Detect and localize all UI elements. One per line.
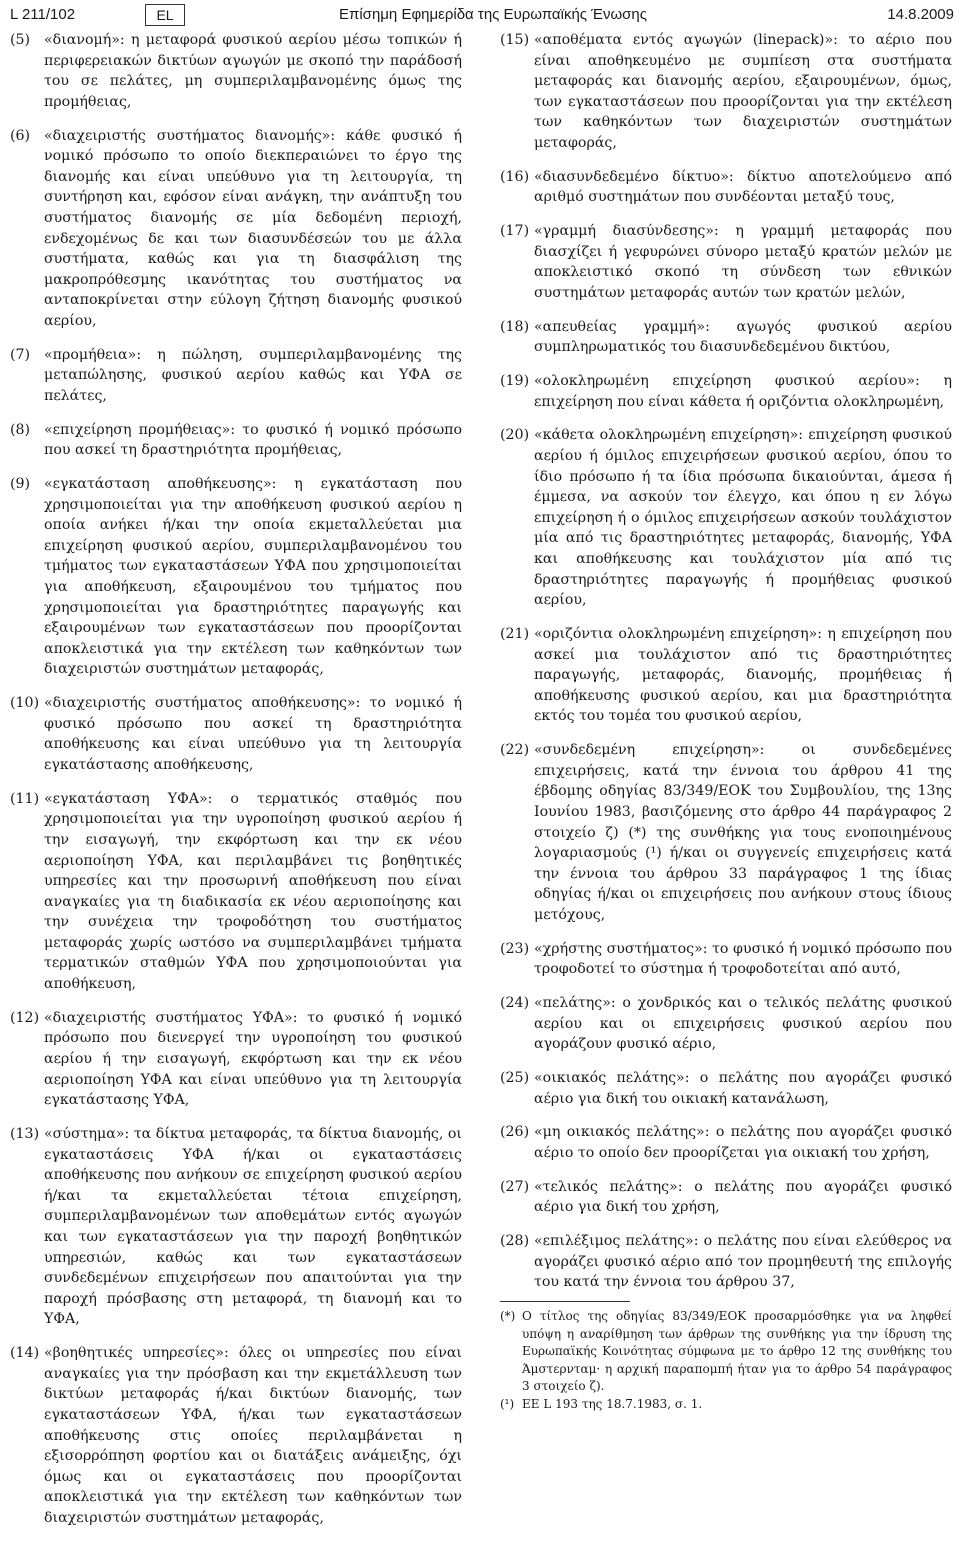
definition-number: (22) <box>500 742 530 759</box>
footnote-text: Ο τίτλος της οδηγίας 83/349/ΕΟΚ προσαρμόσθηκε για να ληφθεί υπόψη η αναρίθμηση των άρθρων της συνθήκης για την ίδρυση της Ευρωπαϊκής Κοινότητας σύμφωνα με το άρθρο 12 της συνθήκης του Άμστερνταμ· η αρχική παραπομπή ήταν για το άρθρο 54 παράγραφος 3 στοιχείο ζ). <box>522 1309 952 1393</box>
definition-text: «διαχειριστής συστήματος ΥΦΑ»: το φυσικό ή νομικό πρόσωπο που διενεργεί την υγροποίηση του φυσικού αερίου ή την εισαγωγή, εκφόρτωση και την εκ νέου αεριοποίηση ΥΦΑ και είναι υπεύθυνο για τη λειτουργία εγκατάστασης ΥΦΑ, <box>44 1009 462 1109</box>
left-column <box>10 30 462 1542</box>
definition-item <box>10 789 462 995</box>
definition-text: «διασυνδεδεμένο δίκτυο»: δίκτυο αποτελούμενο από αριθμό συστημάτων που συνδέονται μεταξύ τους, <box>534 168 952 206</box>
definition-item <box>500 1177 952 1218</box>
definition-number: (10) <box>10 695 40 712</box>
definition-item <box>10 30 462 112</box>
definition-item <box>500 1122 952 1163</box>
definition-item <box>500 939 952 980</box>
definition-text: «επιχείρηση προμήθειας»: το φυσικό ή νομικό πρόσωπο που ασκεί τη δραστηριότητα προμήθειας, <box>44 421 462 459</box>
definition-item <box>500 740 952 925</box>
definition-number: (18) <box>500 318 530 335</box>
definition-text: «χρήστης συστήματος»: το φυσικό ή νομικό πρόσωπο που τροφοδοτεί το σύστημα ή τροφοδοτείται από αυτό, <box>534 940 952 978</box>
definition-text: «ολοκληρωμένη επιχείρηση φυσικού αερίου»: η επιχείρηση που είναι κάθετα ή οριζόντια ολοκληρωμένη, <box>534 373 952 410</box>
footnote <box>500 1308 952 1396</box>
definition-number: (7) <box>10 346 31 363</box>
footnote-text: ΕΕ L 193 της 18.7.1983, σ. 1. <box>522 1396 703 1411</box>
definition-text: «εγκατάσταση ΥΦΑ»: ο τερματικός σταθμός που χρησιμοποιείται για την υγροποίηση φυσικού αερίου ή την εισαγωγή, την εκφόρτωση και την εκ νέου αεριοποίηση ΥΦΑ, και περιλαμβάνει τις βοηθητικές υπηρεσίες και την προσωρινή αποθήκευση που είναι αναγκαίες για τη διαδικασία εκ νέου αεριοποίησης και την συνέχεια την τροφοδότηση του συστήματος μεταφοράς χωρίς ωστόσο να συμπεριλαμβάνει τμήματα τερματικών σταθμών ΥΦΑ που χρησιμοποιούνται για αποθήκευση, <box>44 790 462 993</box>
definition-text: «οριζόντια ολοκληρωμένη επιχείρηση»: η επιχείρηση που ασκεί μια τουλάχιστον από τις δραστηριότητες παραγωγής, μεταφοράς, διανομής, προμήθειας ή αποθήκευσης φυσικού αερίου, και μια δραστηριότητα εκτός του τομέα του φυσικού αερίου, <box>534 625 952 725</box>
definition-item <box>500 30 952 154</box>
footnotes <box>500 1301 952 1413</box>
definition-number: (23) <box>500 940 530 957</box>
definition-number: (16) <box>500 168 530 185</box>
definition-item <box>500 371 952 412</box>
definition-number: (8) <box>10 421 31 438</box>
definition-number: (25) <box>500 1070 530 1086</box>
definition-number: (14) <box>10 1345 40 1362</box>
definition-item <box>500 1068 952 1109</box>
page-header <box>10 4 954 26</box>
definition-text: «επιλέξιμος πελάτης»: ο πελάτης που είναι ελεύθερος να αγοράζει φυσικό αέριο από τον προμηθευτή της επιλογής του κατά την έννοια του άρθρου 37, <box>534 1233 952 1291</box>
definition-text: «σύστημα»: τα δίκτυα μεταφοράς, τα δίκτυα διανομής, οι εγκαταστάσεις ΥΦΑ ή/και οι εγκαταστάσεις αποθήκευσης που ανήκουν σε επιχείρηση φυσικού αερίου ή/και τα εκμεταλλεύεται τέτοια επιχείρηση, συμπεριλαμβανομένων των αποθεμάτων εντός αγωγών και των εγκαταστάσεων για την παροχή βοηθητικών υπηρεσιών, καθώς και των εγκαταστάσεων συνδεδεμένων επιχειρήσεων που απαιτούνται για την παροχή πρόσβασης στη μεταφορά, τη διανομή και το ΥΦΑ, <box>44 1126 462 1328</box>
definition-number: (6) <box>10 127 31 144</box>
definition-item <box>10 420 462 461</box>
footnote-mark: (¹) <box>500 1396 515 1411</box>
definition-item <box>10 345 462 407</box>
definition-item <box>10 126 462 332</box>
definition-item <box>500 993 952 1055</box>
definition-number: (11) <box>10 790 40 807</box>
definition-number: (9) <box>10 476 31 493</box>
definition-number: (5) <box>10 32 31 48</box>
definition-text: «πελάτης»: ο χονδρικός και ο τελικός πελάτης φυσικού αερίου και οι επιχειρήσεις φυσικού αερίου που αγοράζουν φυσικό αέριο, <box>534 995 952 1053</box>
definition-text: «κάθετα ολοκληρωμένη επιχείρηση»: επιχείρηση φυσικού αερίου ή όμιλος επιχειρήσεων φυσικού αερίου, όπου το ίδιο πρόσωπο ή τα ίδια πρόσωπα δικαιούνται, άμεσα ή έμμεσα, να ασκούν τον έλεγχο, και όπου η εν λόγω επιχείρηση ή ο όμιλος επιχειρήσεων ασκούν τουλάχιστον μία από τις δραστηριότητες μεταφοράς, διανομής, ΥΦΑ και αποθήκευσης και τουλάχιστον μία από τις δραστηριότητες παραγωγής ή προμήθειας φυσικού αερίου, <box>534 427 952 609</box>
footnote-divider <box>500 1301 630 1302</box>
definition-number: (26) <box>500 1124 530 1141</box>
definition-text: «προμήθεια»: η πώληση, συμπεριλαμβανομένης της μεταπώλησης, φυσικού αερίου καθώς και ΥΦΑ σε πελάτες, <box>44 346 462 404</box>
definition-item <box>500 221 952 303</box>
definition-number: (13) <box>10 1126 40 1142</box>
definition-text: «διαχειριστής συστήματος διανομής»: κάθε φυσικό ή νομικό πρόσωπο το οποίο διεκπεραιώνει το έργο της διανομής και είναι υπεύθυνο για τη λειτουργία, τη συντήρηση και, εφόσον είναι ανάγκη, την ανάπτυξη του συστήματος διανομής σε μία δεδομένη περιοχή, ενδεχομένως δε και των διασυνδέσεών του με άλλα συστήματα, καθώς και για τη διασφάλιση της μακροπρόθεσμης ικανότητας του συστήματος να ανταποκρίνεται στην εύλογη ζήτηση διανομής φυσικού αερίου, <box>44 127 462 329</box>
definition-number: (19) <box>500 373 530 390</box>
definition-item <box>10 1124 462 1330</box>
definition-number: (21) <box>500 625 530 642</box>
definition-text: «μη οικιακός πελάτης»: ο πελάτης που αγοράζει φυσικό αέριο το οποίο δεν προορίζεται για οικιακή του χρήση, <box>534 1124 952 1161</box>
definition-item <box>500 1231 952 1293</box>
journal-title: Επίσημη Εφημερίδα της Ευρωπαϊκής Ένωσης <box>339 6 647 23</box>
definition-text: «διαχειριστής συστήματος αποθήκευσης»: το νομικό ή φυσικό πρόσωπο που ασκεί τη δραστηριότητα αποθήκευσης και είναι υπεύθυνο για τη λειτουργία εγκατάστασης αποθήκευσης, <box>44 695 462 773</box>
definition-item <box>500 317 952 358</box>
definition-number: (28) <box>500 1233 530 1250</box>
publication-date: 14.8.2009 <box>887 6 954 23</box>
definition-text: «απευθείας γραμμή»: αγωγός φυσικού αερίου συμπληρωματικός του διασυνδεδεμένου δικτύου, <box>534 318 952 356</box>
definition-item <box>10 1008 462 1111</box>
right-column <box>500 30 952 1306</box>
definition-number: (24) <box>500 995 530 1012</box>
definition-text: «οικιακός πελάτης»: ο πελάτης που αγοράζει φυσικό αέριο για δική του οικιακή κατανάλωση, <box>534 1070 952 1107</box>
definition-item <box>500 167 952 208</box>
page-reference: L 211/102 <box>10 6 76 23</box>
definition-text: «βοηθητικές υπηρεσίες»: όλες οι υπηρεσίες που είναι αναγκαίες για την πρόσβαση και την εκμετάλλευση των δικτύων μεταφοράς ή/και δικτύων διανομής, των εγκαταστάσεων ΥΦΑ, ή/και των εγκαταστάσεων αποθήκευσης στις οποίες περιλαμβάνεται η εξισορρόπηση φορτίου και οι διατάξεις ανάμειξης, όχι όμως και οι εγκαταστάσεις που προορίζονται αποκλειστικά για την εκτέλεση των καθηκόντων των διαχειριστών συστημάτων μεταφοράς, <box>44 1345 462 1526</box>
definition-text: «εγκατάσταση αποθήκευσης»: η εγκατάσταση που χρησιμοποιείται για την αποθήκευση φυσικού αερίου η οποία ανήκει ή/και την οποία εκμεταλλεύεται μια επιχείρηση φυσικού αερίου, συμπεριλαμβανομένου του τμήματος των εγκαταστάσεων ΥΦΑ που χρησιμοποιείται για αποθήκευση, εξαιρουμένου του τμήματος που χρησιμοποιείται για δραστηριότητες παραγωγής και εξαιρουμένων των εγκαταστάσεων που προορίζονται αποκλειστικά για την εκτέλεση των καθηκόντων των διαχειριστών συστημάτων μεταφοράς, <box>44 476 462 678</box>
footnote-mark: (*) <box>500 1309 516 1323</box>
definition-number: (20) <box>500 427 530 444</box>
definition-text: «γραμμή διασύνδεσης»: η γραμμή μεταφοράς που διασχίζει ή γεφυρώνει σύνορο μεταξύ κρατών μελών με αποκλειστικό σκοπό τη σύνδεση των εθνικών συστημάτων μεταφοράς αυτών των κρατών μελών, <box>534 223 952 301</box>
definition-item <box>500 425 952 610</box>
definition-text: «συνδεδεμένη επιχείρηση»: οι συνδεδεμένες επιχειρήσεις, κατά την έννοια του άρθρου 41 της έβδομης οδηγίας 83/349/ΕΟΚ του Συμβουλίου, της 13ης Ιουνίου 1983, βασιζόμενης στο άρθρο 44 παράγραφος 2 στοιχείο ζ) (*) της συνθήκης για τους ενοποιημένους λογαριασμούς (¹) ή/και οι συγγενείς επιχειρήσεις κατά την έννοια του άρθρου 33 παράγραφος 1 της ίδιας οδηγίας ή/και οι επιχειρήσεις που ανήκουν στους ίδιους μετόχους, <box>534 742 952 923</box>
definition-number: (12) <box>10 1009 40 1026</box>
definition-number: (15) <box>500 32 530 48</box>
definition-text: «αποθέματα εντός αγωγών (linepack)»: το αέριο που είναι αποθηκευμένο με συμπίεση στα συστήματα μεταφοράς και διανομής αερίου, εξαιρουμένων, όμως, των εγκαταστάσεων που προορίζονται για την εκτέλεση των καθηκόντων των διαχειριστών συστημάτων μεταφοράς, <box>534 32 952 151</box>
definition-item <box>10 1343 462 1528</box>
definition-item <box>10 693 462 775</box>
footnote <box>500 1396 952 1414</box>
definition-item <box>10 474 462 680</box>
language-code-box: EL <box>145 4 185 26</box>
definition-number: (27) <box>500 1178 530 1195</box>
definition-item <box>500 624 952 727</box>
definition-text: «τελικός πελάτης»: ο πελάτης που αγοράζει φυσικό αέριο για δική του χρήση, <box>534 1178 952 1216</box>
definition-number: (17) <box>500 223 530 240</box>
definition-text: «διανομή»: η μεταφορά φυσικού αερίου μέσω τοπικών ή περιφερειακών δικτύων αγωγών με σκοπό την παράδοσή του σε πελάτες, μη συμπεριλαμβανομένης όμως της προμήθειας, <box>44 32 462 110</box>
